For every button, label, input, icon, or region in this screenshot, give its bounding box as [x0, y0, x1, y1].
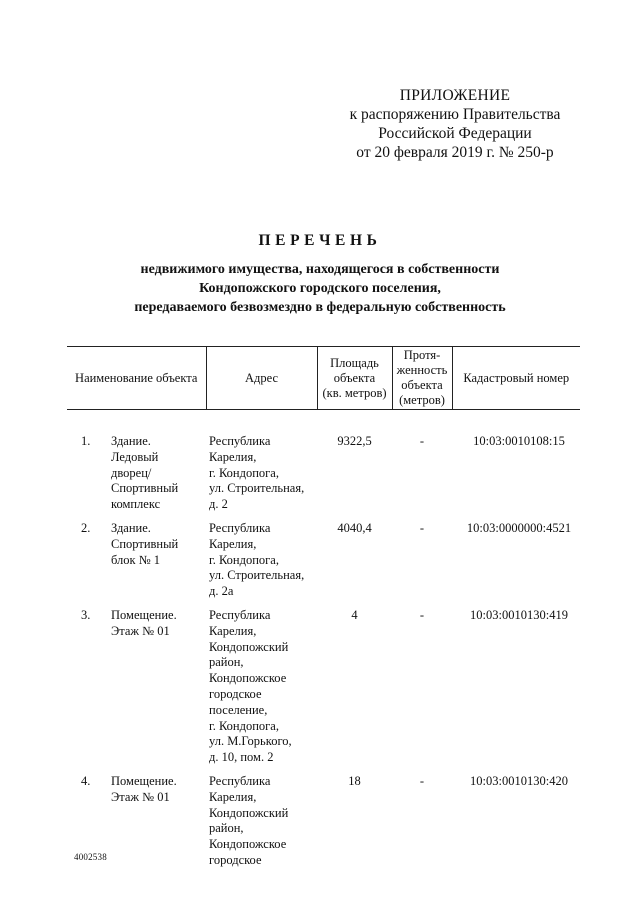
header-address: Адрес: [206, 347, 317, 410]
address-line: ул. Строительная,: [209, 568, 305, 583]
table-body: [67, 410, 580, 869]
object-name-line: Помещение.: [111, 607, 177, 622]
address-line: г. Кондопога,: [209, 465, 279, 480]
address-line: район,: [209, 655, 244, 670]
address-line: Карелия,: [209, 449, 257, 464]
cell-cadastral-number: 10:03:0010108:15: [473, 434, 565, 448]
address-line: ул. М.Горького,: [209, 734, 292, 749]
cell-address: [206, 766, 317, 869]
address-line: городское: [209, 686, 262, 701]
cell-object-name: [67, 410, 206, 513]
header-area: Площадь объекта (кв. метров): [317, 347, 392, 410]
cell-address: [206, 513, 317, 600]
object-name-line: Здание.: [111, 520, 151, 535]
address-line: Карелия,: [209, 536, 257, 551]
address-line: Кондопожский: [209, 639, 289, 654]
cell-area: 4040,4: [337, 520, 372, 535]
table-row: [67, 600, 580, 766]
address-line: поселение,: [209, 702, 268, 717]
object-name-line: блок № 1: [111, 552, 161, 567]
cell-address: [206, 600, 317, 766]
row-number: 3.: [81, 607, 91, 622]
appendix-heading: ПРИЛОЖЕНИЕ: [399, 87, 511, 104]
header-cadastral: Кадастровый номер: [452, 347, 580, 410]
object-name-line: комплекс: [111, 497, 161, 512]
subtitle-line: передаваемого безвозмездно в федеральную собственность: [134, 300, 506, 315]
address-line: д. 10, пом. 2: [209, 750, 274, 765]
document-subtitle: [60, 260, 580, 317]
cell-cadastral-number: 10:03:0010130:420: [470, 773, 568, 788]
address-line: Республика: [209, 607, 271, 622]
cell-object-name: [67, 513, 206, 600]
cell-address: [206, 410, 317, 513]
object-name-line: Этаж № 01: [111, 789, 170, 804]
address-line: д. 2а: [209, 584, 234, 599]
appendix-line: Российской Федерации: [378, 125, 532, 142]
cell-cadastral-number: 10:03:0010130:419: [470, 607, 568, 622]
header-name: Наименование объекта: [67, 347, 206, 410]
address-line: д. 2: [209, 497, 228, 512]
cell-extent: -: [419, 773, 425, 788]
object-name-line: Спортивный: [111, 536, 179, 551]
appendix-line: к распоряжению Правительства: [349, 106, 561, 123]
subtitle-line: Кондопожского городского поселения,: [199, 281, 441, 296]
cell-area: 4: [351, 607, 358, 622]
cell-object-name: [67, 600, 206, 766]
table-row: [67, 513, 580, 600]
address-line: Республика: [209, 434, 271, 448]
object-name-line: дворец/: [111, 465, 152, 480]
row-number: 2.: [81, 520, 91, 535]
address-line: Карелия,: [209, 789, 257, 804]
table-row: [67, 410, 580, 513]
object-name-line: Здание.: [111, 434, 151, 448]
address-line: г. Кондопога,: [209, 718, 279, 733]
appendix-date-line: от 20 февраля 2019 г. № 250-р: [356, 144, 554, 161]
object-name-line: Этаж № 01: [111, 623, 170, 638]
address-line: Карелия,: [209, 623, 257, 638]
cell-area: 18: [348, 773, 361, 788]
row-number: 1.: [81, 434, 91, 448]
footer-document-code: 4002538: [74, 852, 107, 862]
address-line: Республика: [209, 520, 271, 535]
address-line: городское: [209, 852, 262, 867]
cell-cadastral-number: 10:03:0000000:4521: [466, 520, 572, 535]
header-extent: Протя- женность объекта (метров): [392, 347, 452, 410]
document-title: ПЕРЕЧЕНЬ: [258, 232, 382, 249]
address-line: район,: [209, 821, 244, 836]
cell-extent: -: [419, 607, 425, 622]
address-line: Кондопожское: [209, 671, 287, 686]
address-line: ул. Строительная,: [209, 481, 305, 496]
address-line: Республика: [209, 773, 271, 788]
table-header-row: [67, 347, 580, 410]
cell-extent: -: [419, 520, 425, 535]
row-number: 4.: [81, 773, 91, 788]
object-name-line: Помещение.: [111, 773, 177, 788]
address-line: г. Кондопога,: [209, 552, 279, 567]
cell-area: 9322,5: [337, 434, 372, 448]
address-line: Кондопожское: [209, 837, 287, 852]
object-name-line: Спортивный: [111, 481, 179, 496]
object-name-line: Ледовый: [111, 449, 159, 464]
property-table: [67, 346, 580, 869]
cell-extent: -: [419, 434, 425, 448]
table-row: [67, 766, 580, 869]
address-line: Кондопожский: [209, 805, 289, 820]
subtitle-line: недвижимого имущества, находящегося в собственности: [140, 262, 500, 277]
appendix-block: [340, 86, 570, 162]
